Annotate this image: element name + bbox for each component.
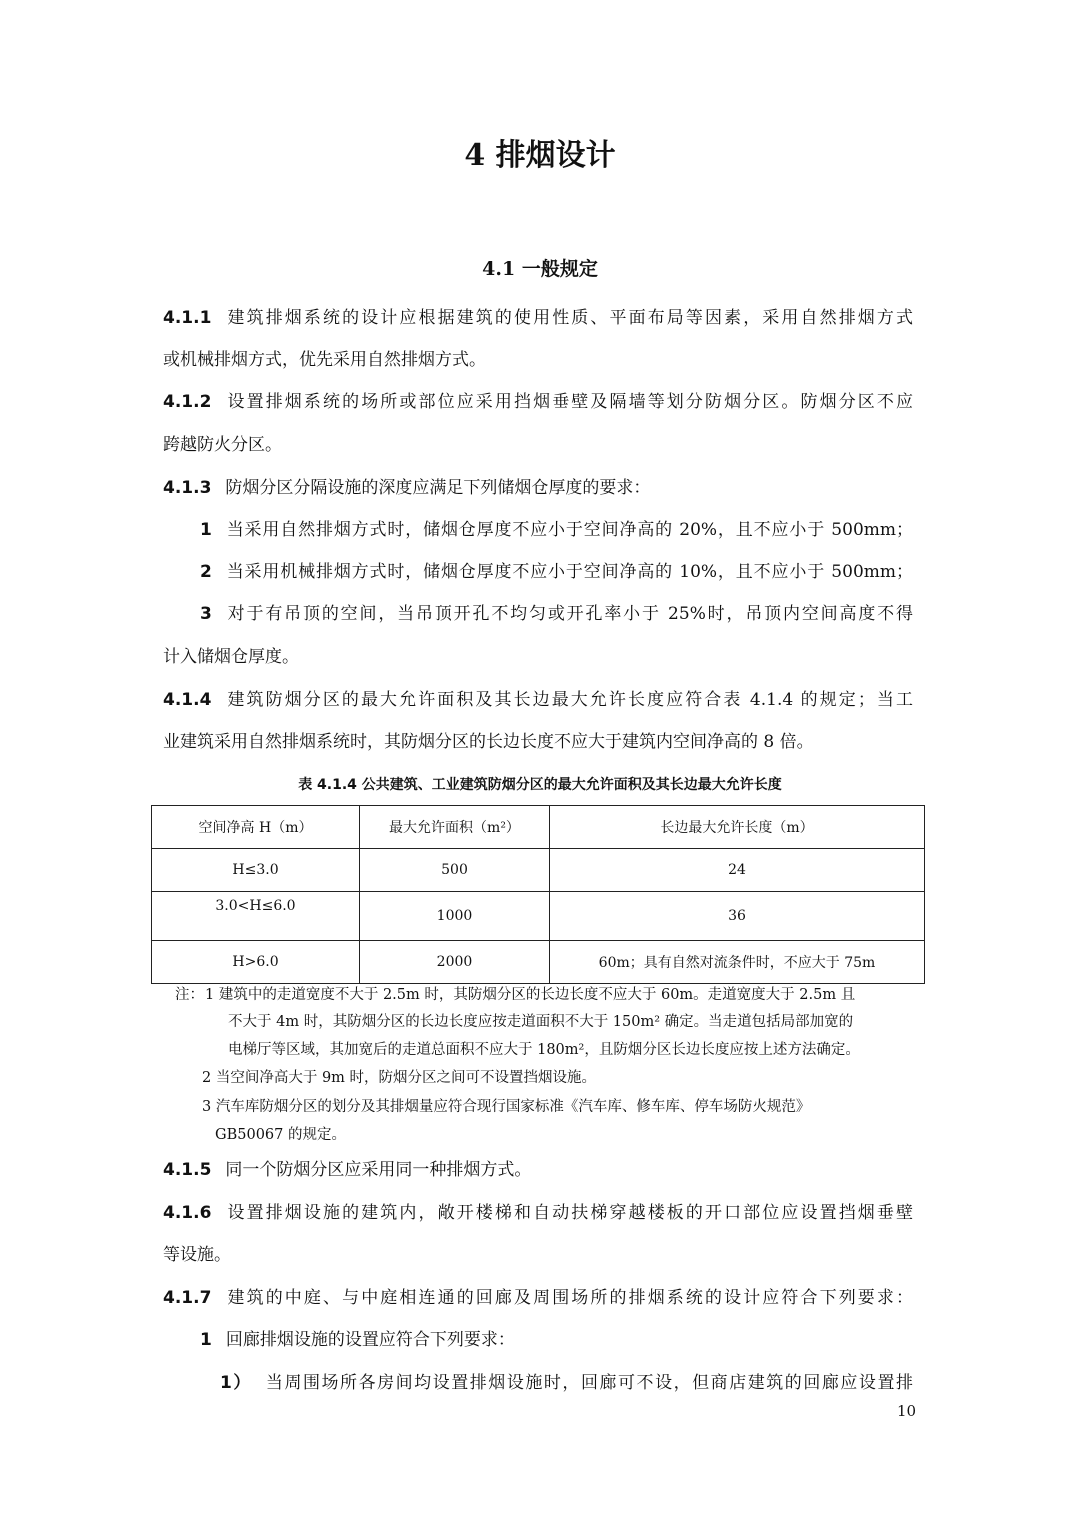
clause-4-1-2-cont: 跨越防火分区。 [163, 435, 282, 455]
smoke-zone-table [151, 805, 925, 984]
note-2: 2 当空间净高大于 9m 时，防烟分区之间可不设置挡烟设施。 [202, 1070, 597, 1086]
table-row [152, 849, 925, 892]
clause-4-1-3-item-2: 2 当采用机械排烟方式时，储烟仓厚度不应小于空间净高的 10%，且不应小于 500mm； [200, 562, 913, 582]
page-number: 10 [897, 1402, 917, 1420]
table-cell: 500 [360, 849, 550, 892]
table-cell: H≤3.0 [152, 849, 360, 892]
table-cell: 1000 [360, 892, 550, 941]
clause-4-1-7: 4.1.7 建筑的中庭、与中庭相连通的回廊及周围场所的排烟系统的设计应符合下列要求： [163, 1288, 913, 1308]
note-1-cont: 不大于 4m 时，其防烟分区的长边长度应按走道面积不大于 150m² 确定。当走道包括局部加宽的 [228, 1014, 854, 1030]
clause-4-1-5: 4.1.5 同一个防烟分区应采用同一种排烟方式。 [163, 1160, 532, 1180]
note-1: 1 建筑中的走道宽度不大于 2.5m 时，其防烟分区的长边长度不应大于 60m。走道宽度大于 2.5m 且 [205, 987, 856, 1003]
table-cell: H>6.0 [152, 941, 360, 984]
clause-4-1-7-item-1: 1 回廊排烟设施的设置应符合下列要求： [200, 1330, 515, 1350]
table-cell: 60m；具有自然对流条件时，不应大于 75m [550, 941, 925, 984]
table-row [152, 941, 925, 984]
chapter-title: 4 排烟设计 [464, 138, 616, 173]
table-header: 长边最大允许长度（m） [550, 806, 925, 849]
note-3: 3 汽车库防烟分区的划分及其排烟量应符合现行国家标准《汽车库、修车库、停车场防火规范》 [202, 1099, 811, 1115]
table-row [152, 892, 925, 941]
clause-4-1-4-cont: 业建筑采用自然排烟系统时，其防烟分区的长边长度不应大于建筑内空间净高的 8 倍。 [163, 732, 814, 752]
clause-4-1-7-subitem-1: 1） 当周围场所各房间均设置排烟设施时，回廊可不设，但商店建筑的回廊应设置排 [220, 1373, 913, 1393]
clause-4-1-3-item-3: 3 对于有吊顶的空间，当吊顶开孔不均匀或开孔率小于 25%时，吊顶内空间高度不得 [200, 604, 913, 624]
clause-4-1-3: 4.1.3 防烟分区分隔设施的深度应满足下列储烟仓厚度的要求： [163, 478, 651, 498]
clause-4-1-4: 4.1.4 建筑防烟分区的最大允许面积及其长边最大允许长度应符合表 4.1.4 的规定；当工 [163, 690, 913, 710]
section-title: 4.1 一般规定 [482, 258, 598, 280]
table-header-row [152, 806, 925, 849]
table-caption: 表 4.1.4 公共建筑、工业建筑防烟分区的最大允许面积及其长边最大允许长度 [298, 777, 782, 793]
clause-4-1-1-cont: 或机械排烟方式，优先采用自然排烟方式。 [163, 350, 486, 370]
clause-4-1-3-item-3-cont: 计入储烟仓厚度。 [163, 647, 299, 667]
clause-4-1-2: 4.1.2 设置排烟系统的场所或部位应采用挡烟垂壁及隔墙等划分防烟分区。防烟分区不应 [163, 392, 913, 412]
clause-4-1-1: 4.1.1 建筑排烟系统的设计应根据建筑的使用性质、平面布局等因素，采用自然排烟方式 [163, 308, 913, 328]
table-cell: 24 [550, 849, 925, 892]
clause-4-1-3-item-1: 1 当采用自然排烟方式时，储烟仓厚度不应小于空间净高的 20%，且不应小于 500mm； [200, 520, 913, 540]
note-1-cont: 电梯厅等区域，其加宽后的走道总面积不应大于 180m²，且防烟分区长边长度应按上述方法确定。 [228, 1042, 860, 1058]
clause-4-1-6: 4.1.6 设置排烟设施的建筑内，敞开楼梯和自动扶梯穿越楼板的开口部位应设置挡烟垂壁 [163, 1203, 913, 1223]
note-3-cont: GB50067 的规定。 [215, 1127, 346, 1143]
clause-4-1-6-cont: 等设施。 [163, 1245, 231, 1265]
table-cell: 3.0<H≤6.0 [152, 892, 360, 941]
table-header: 空间净高 H（m） [152, 806, 360, 849]
table-cell: 2000 [360, 941, 550, 984]
table-cell: 36 [550, 892, 925, 941]
notes-label: 注： [175, 987, 204, 1003]
table-header: 最大允许面积（m²） [360, 806, 550, 849]
